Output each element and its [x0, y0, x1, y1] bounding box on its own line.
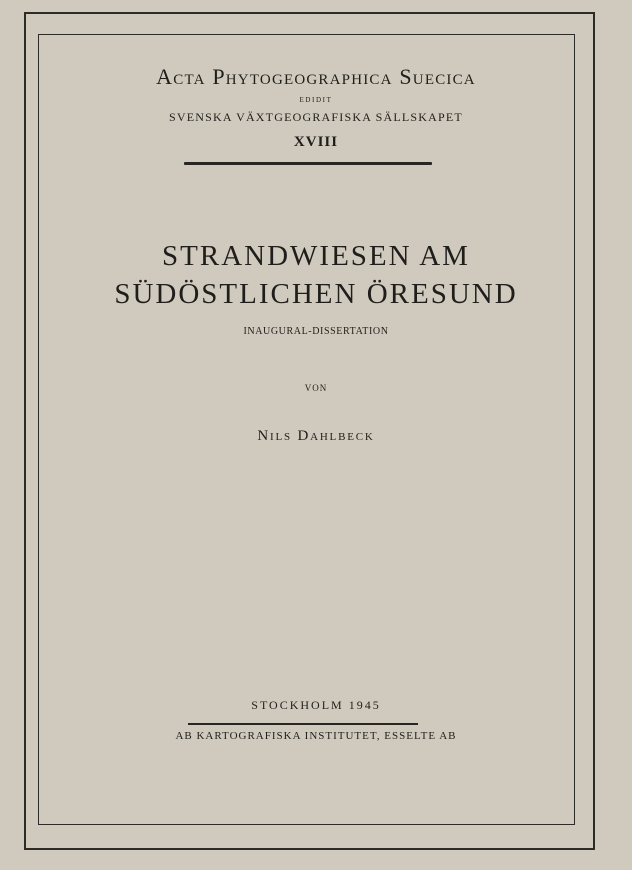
series-title: Acta Phytogeographica Suecica — [156, 64, 476, 89]
edidit-label: EDIDIT — [299, 96, 333, 104]
volume-number: XVIII — [293, 134, 339, 150]
top-divider-rule — [184, 162, 432, 165]
place-year: STOCKHOLM 1945 — [251, 698, 381, 712]
von-label: VON — [304, 383, 328, 393]
publisher: AB KARTOGRAFISKA INSTITUTET, ESSELTE AB — [175, 730, 457, 742]
bottom-divider-rule — [188, 723, 418, 725]
main-title-line-2: SÜDÖSTLICHEN ÖRESUND — [114, 278, 518, 310]
society-name: SVENSKA VÄXTGEOGRAFISKA SÄLLSKAPET — [169, 110, 463, 124]
author-name: Nils Dahlbeck — [257, 428, 375, 444]
main-title-line-1: STRANDWIESEN AM — [162, 240, 470, 272]
subtitle: INAUGURAL-DISSERTATION — [243, 326, 389, 337]
